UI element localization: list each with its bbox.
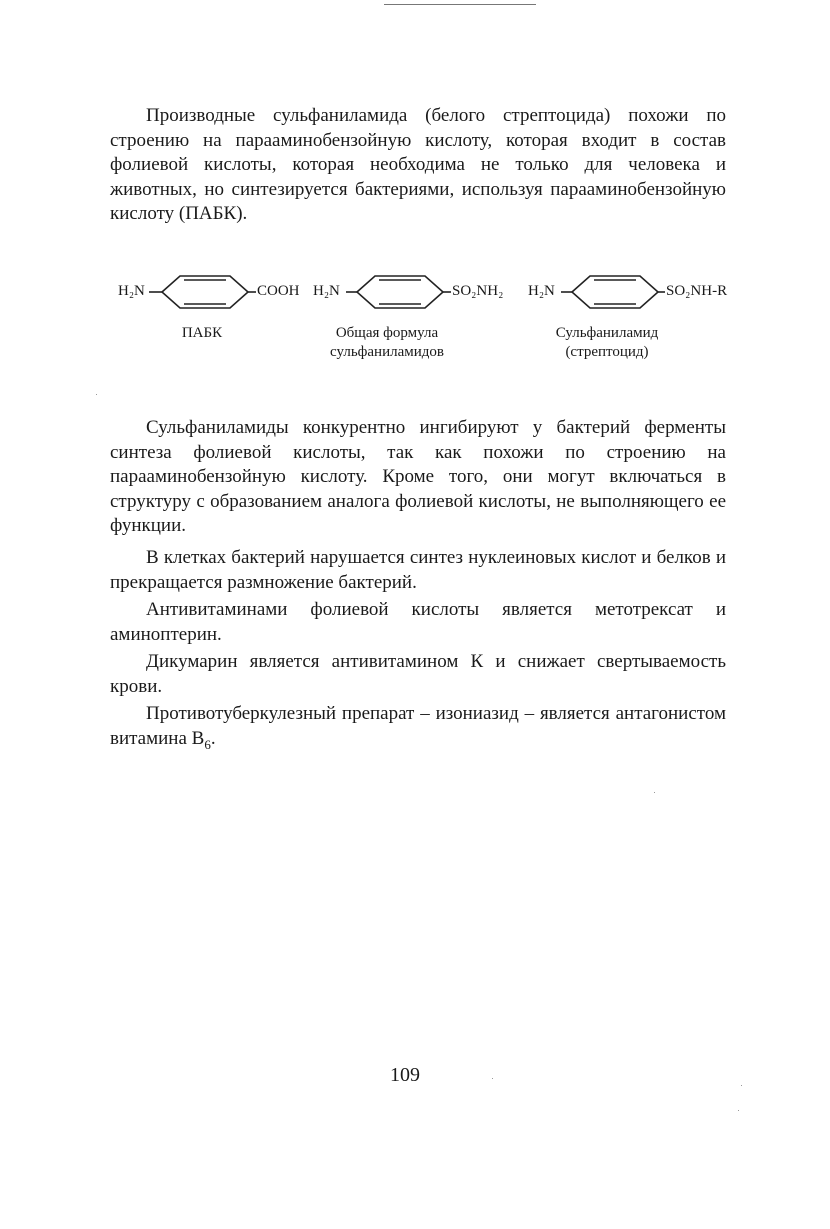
- caption-general-formula: [312, 324, 462, 362]
- paragraph-4: Дикумарин является антивитамином К и снижает свертываемость крови.: [110, 651, 726, 697]
- benzene-ring-1: [149, 276, 256, 308]
- scan-speck: [492, 1078, 493, 1079]
- formula-3-left: H₂N: [528, 283, 555, 299]
- scan-speck: [738, 1110, 739, 1111]
- caption-streptocide: [532, 324, 682, 362]
- paragraph-5-text: Противотуберкулезный препарат – изониазид – является антагонистом витамина B: [110, 703, 726, 749]
- formula-3-right: SO₂NH-R: [666, 283, 728, 299]
- page-number: 109: [390, 1064, 420, 1086]
- caption-general-line2: сульфаниламидов: [330, 344, 444, 360]
- formula-1-right: COOH: [257, 283, 300, 299]
- paragraph-3: Антивитаминами фолиевой кислоты является метотрексат и аминоптерин.: [110, 599, 726, 645]
- benzene-ring-2: [346, 276, 451, 308]
- benzene-ring-3: [561, 276, 665, 308]
- scan-speck: [654, 792, 655, 793]
- formula-2-left: H₂N: [313, 283, 340, 299]
- paragraph-1: Сульфаниламиды конкурентно ингибируют у бактерий ферменты синтеза фолиевой кислоты, так как похожи по строению на парааминобензойную кислоту. Кроме того, они могут включаться в структуру с образованием аналога фолиевой кислоты, не выполняющего ее функции.: [110, 417, 726, 537]
- top-rule: [384, 4, 536, 5]
- scan-speck: [96, 394, 97, 395]
- paragraph-2: В клетках бактерий нарушается синтез нуклеиновых кислот и белков и прекращается размножение бактерий.: [110, 547, 726, 593]
- caption-general-line1: Общая формула: [335, 325, 439, 341]
- vitamin-subscript: 6: [204, 736, 211, 752]
- caption-pabk-line1: ПАБК: [181, 325, 223, 341]
- caption-streptocide-line2: (стрептоцид): [565, 344, 649, 360]
- intro-paragraph: Производные сульфаниламида (белого стрептоцида) похожи по строению на парааминобензойную кислоту, которая входит в состав фолиевой кислоты, которая необходима не только для человека и животных, но синтезируется бактериями, используя парааминобензойную кислоту (ПАБК).: [110, 105, 726, 225]
- paragraph-5: [110, 702, 726, 757]
- paragraph-5-end: .: [210, 727, 216, 749]
- caption-streptocide-line1: Сульфаниламид: [555, 325, 659, 341]
- caption-pabk: [142, 324, 262, 343]
- formula-2-right: SO₂NH₂: [452, 283, 504, 299]
- formula-1-left: H₂N: [118, 283, 145, 299]
- scan-speck: [741, 1085, 742, 1086]
- formula-block: [112, 262, 732, 372]
- benzene-rings: [112, 262, 732, 322]
